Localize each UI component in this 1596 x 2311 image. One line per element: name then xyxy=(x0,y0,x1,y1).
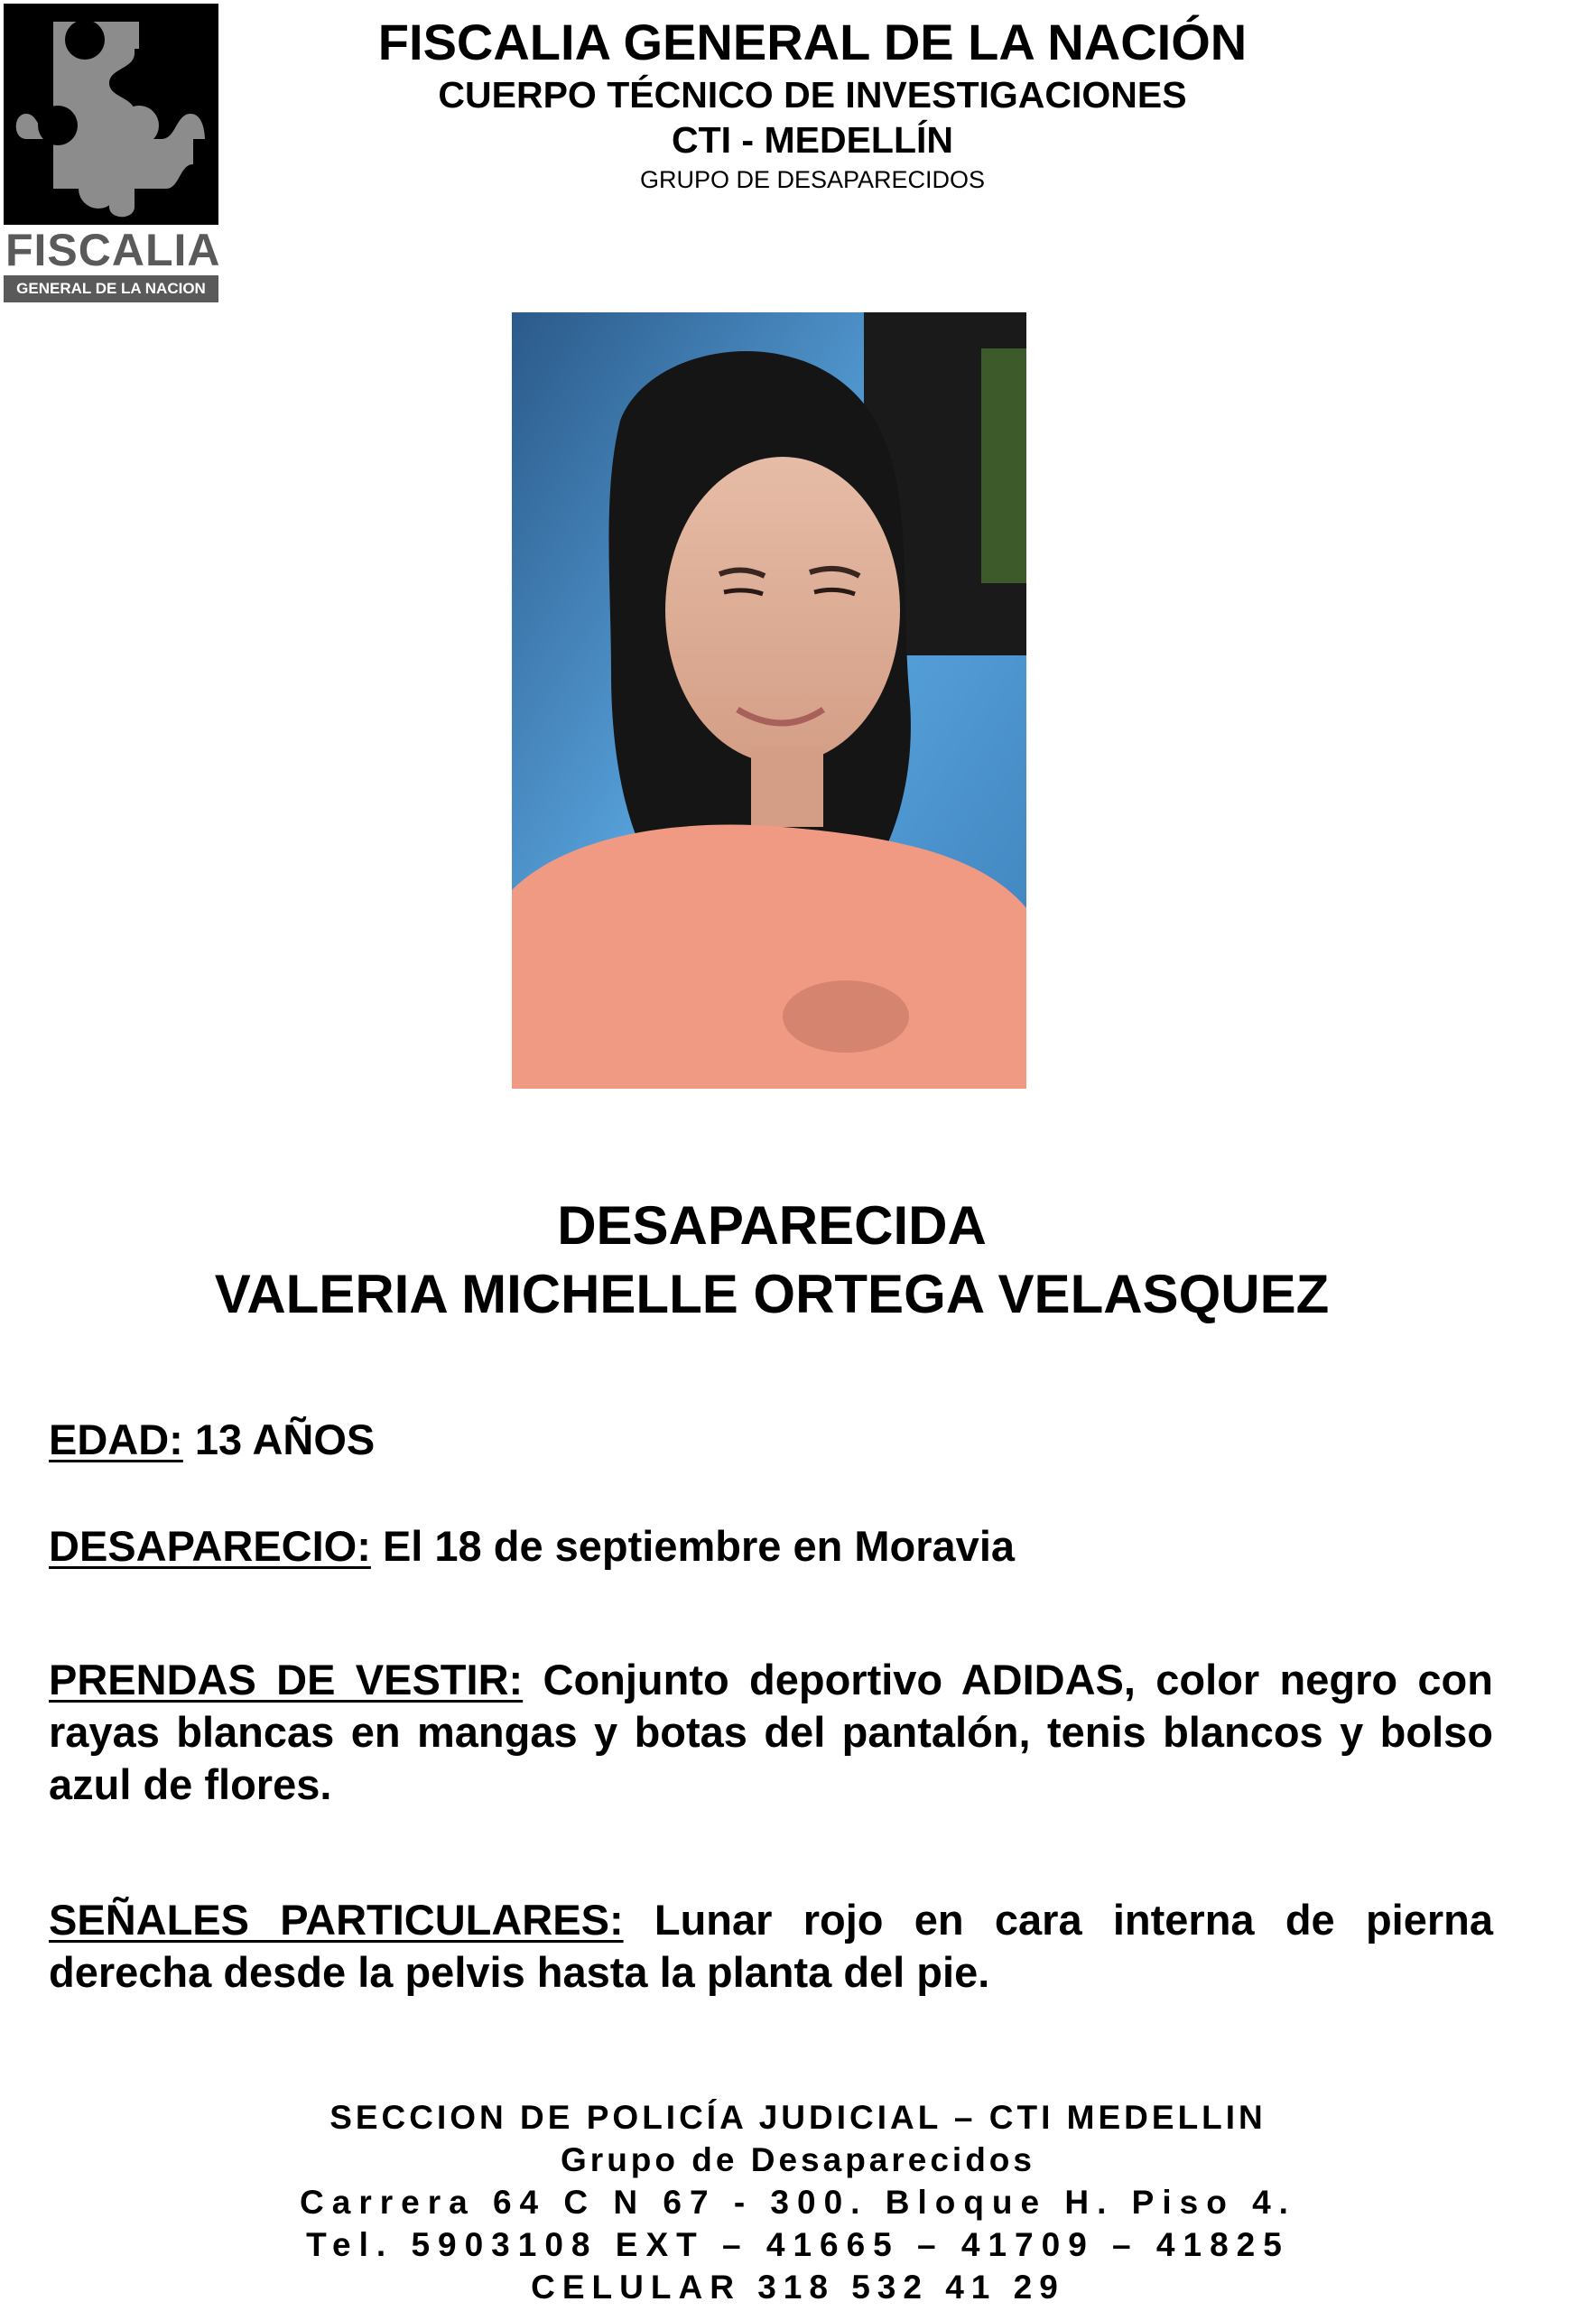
fiscalia-logo xyxy=(4,4,221,302)
footer-address: Carrera 64 C N 67 - 300. Bloque H. Piso 4. xyxy=(300,2184,1296,2221)
detail-clothing xyxy=(49,1654,1493,1811)
disappeared-value: El 18 de septiembre en Moravia xyxy=(370,1522,1016,1570)
age-value: 13 AÑOS xyxy=(182,1415,376,1463)
logo-subtitle: GENERAL DE LA NACION xyxy=(4,275,218,302)
detail-age xyxy=(49,1414,1493,1466)
missing-person-photo xyxy=(512,312,1026,1089)
header-department: CUERPO TÉCNICO DE INVESTIGACIONES xyxy=(438,74,1187,116)
clothing-label: PRENDAS DE VESTIR: xyxy=(49,1656,524,1703)
footer-phone: Tel. 5903108 EXT – 41665 – 41709 – 41825 xyxy=(306,2226,1290,2263)
status-heading: DESAPARECIDA xyxy=(557,1195,987,1256)
header xyxy=(271,13,1354,197)
header-city: CTI - MEDELLÍN xyxy=(671,119,954,161)
marks-label: SEÑALES PARTICULARES: xyxy=(49,1896,624,1944)
logo-wordmark: FISCALIA xyxy=(5,225,221,275)
age-label: EDAD: xyxy=(49,1415,183,1463)
clothing-value: Conjunto deportivo ADIDAS, color negro con rayas blancas en mangas y botas del pantalón, tenis blancos y bolso azul de flores. xyxy=(49,1656,1493,1808)
footer-group: Grupo de Desaparecidos xyxy=(561,2141,1035,2178)
person-name: VALERIA MICHELLE ORTEGA VELASQUEZ xyxy=(214,1264,1330,1324)
marks-value: Lunar rojo en cara interna de pierna derecha desde la pelvis hasta la planta del pie. xyxy=(49,1896,1493,1996)
footer-contact xyxy=(0,2096,1596,2308)
footer-section: SECCION DE POLICÍA JUDICIAL – CTI MEDELLIN xyxy=(329,2099,1267,2136)
detail-marks xyxy=(49,1894,1493,1999)
logo-emblem xyxy=(4,4,218,225)
detail-disappeared xyxy=(49,1520,1493,1573)
footer-mobile: CELULAR 318 532 41 29 xyxy=(531,2269,1065,2306)
puzzle-piece-icon xyxy=(4,4,218,225)
portrait-image xyxy=(512,312,1026,1089)
header-group: GRUPO DE DESAPARECIDOS xyxy=(639,166,986,193)
header-institution: FISCALIA GENERAL DE LA NACIÓN xyxy=(377,14,1248,70)
title-block xyxy=(72,1192,1471,1329)
disappeared-label: DESAPARECIO: xyxy=(49,1522,371,1570)
